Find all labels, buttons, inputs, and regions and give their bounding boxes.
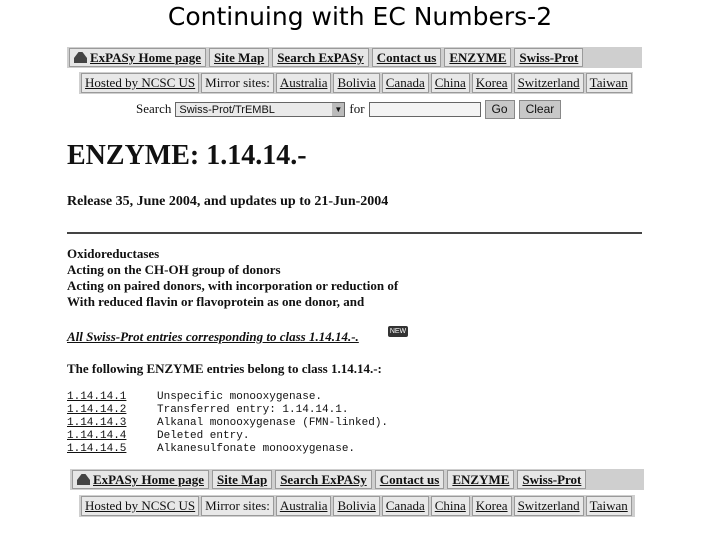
mirror-australia[interactable]: Australia bbox=[276, 73, 332, 93]
entries-heading: The following ENZYME entries belong to class 1.14.14.-: bbox=[67, 361, 382, 376]
mirror-taiwan[interactable]: Taiwan bbox=[586, 73, 632, 93]
entry-description: Alkanesulfonate monooxygenase. bbox=[157, 443, 356, 455]
mirror-bolivia[interactable]: Bolivia bbox=[333, 73, 379, 93]
entry-description: Deleted entry. bbox=[157, 430, 250, 442]
entry-code-link[interactable]: 1.14.14.5 bbox=[67, 443, 127, 455]
mirror-korea[interactable]: Korea bbox=[472, 73, 512, 93]
mirror-sites-label: Mirror sites: bbox=[201, 73, 274, 93]
home-icon bbox=[74, 52, 87, 63]
bottom-navbar bbox=[70, 469, 644, 490]
nav-search-expasy[interactable]: Search ExPASy bbox=[275, 470, 372, 489]
database-select-value: Swiss-Prot/TrEMBL bbox=[179, 103, 275, 116]
for-label: for bbox=[349, 101, 365, 116]
nav-enzyme[interactable]: ENZYME bbox=[444, 48, 511, 67]
hosted-by-link[interactable]: Hosted by NCSC US bbox=[81, 496, 199, 516]
list-item bbox=[67, 443, 388, 456]
entry-description: Unspecific monooxygenase. bbox=[157, 391, 323, 403]
nav-expasy-home[interactable] bbox=[72, 470, 209, 489]
class-line: Acting on the CH-OH group of donors bbox=[67, 262, 281, 277]
clear-button[interactable]: Clear bbox=[519, 100, 562, 119]
nav-contact-us[interactable]: Contact us bbox=[372, 48, 442, 67]
entry-code-link[interactable]: 1.14.14.4 bbox=[67, 430, 127, 442]
class-line: Acting on paired donors, with incorporation or reduction of bbox=[67, 278, 399, 293]
class-line: Oxidoreductases bbox=[67, 246, 160, 261]
nav-contact-us[interactable]: Contact us bbox=[375, 470, 445, 489]
list-item bbox=[67, 430, 388, 443]
mirror-switzerland[interactable]: Switzerland bbox=[514, 73, 584, 93]
nav-expasy-home-label: ExPASy Home page bbox=[90, 50, 201, 65]
entry-description: Alkanal monooxygenase (FMN-linked). bbox=[157, 417, 389, 429]
top-navbar bbox=[67, 47, 642, 68]
mirror-australia[interactable]: Australia bbox=[276, 496, 332, 516]
page-title: ENZYME: 1.14.14.- bbox=[67, 140, 307, 171]
bottom-mirror-bar bbox=[79, 495, 635, 517]
slide-title: Continuing with EC Numbers-2 bbox=[167, 2, 553, 31]
search-label: Search bbox=[136, 101, 172, 116]
nav-swiss-prot[interactable]: Swiss-Prot bbox=[514, 48, 583, 67]
mirror-korea[interactable]: Korea bbox=[472, 496, 512, 516]
mirror-canada[interactable]: Canada bbox=[382, 496, 429, 516]
entry-code-link[interactable]: 1.14.14.3 bbox=[67, 417, 127, 429]
list-item bbox=[67, 417, 388, 430]
nav-enzyme[interactable]: ENZYME bbox=[447, 470, 514, 489]
new-icon: NEW bbox=[389, 328, 407, 335]
search-input[interactable] bbox=[369, 102, 481, 117]
mirror-sites-label: Mirror sites: bbox=[201, 496, 274, 516]
hosted-by-link[interactable]: Hosted by NCSC US bbox=[81, 73, 199, 93]
nav-expasy-home-label: ExPASy Home page bbox=[93, 472, 204, 487]
go-button[interactable]: Go bbox=[485, 100, 515, 119]
mirror-taiwan[interactable]: Taiwan bbox=[586, 496, 632, 516]
mirror-china[interactable]: China bbox=[431, 73, 470, 93]
search-row bbox=[136, 99, 561, 119]
list-item bbox=[67, 391, 388, 404]
nav-site-map[interactable]: Site Map bbox=[212, 470, 272, 489]
swissprot-entries-link[interactable]: All Swiss-Prot entries corresponding to class 1.14.14.-. bbox=[67, 329, 359, 344]
entry-description: Transferred entry: 1.14.14.1. bbox=[157, 404, 349, 416]
release-info: Release 35, June 2004, and updates up to 21-Jun-2004 bbox=[67, 194, 389, 209]
list-item bbox=[67, 404, 388, 417]
top-mirror-bar bbox=[79, 72, 633, 94]
chevron-down-icon: ▼ bbox=[332, 103, 344, 116]
entry-list bbox=[67, 391, 388, 456]
mirror-canada[interactable]: Canada bbox=[382, 73, 429, 93]
divider bbox=[67, 232, 642, 234]
home-icon bbox=[77, 474, 90, 485]
entry-code-link[interactable]: 1.14.14.2 bbox=[67, 404, 127, 416]
class-description bbox=[67, 246, 398, 310]
nav-site-map[interactable]: Site Map bbox=[209, 48, 269, 67]
class-line: With reduced flavin or flavoprotein as one donor, and bbox=[67, 294, 365, 309]
nav-search-expasy[interactable]: Search ExPASy bbox=[272, 48, 369, 67]
entry-code-link[interactable]: 1.14.14.1 bbox=[67, 391, 127, 403]
database-select[interactable] bbox=[175, 102, 345, 117]
mirror-switzerland[interactable]: Switzerland bbox=[514, 496, 584, 516]
mirror-bolivia[interactable]: Bolivia bbox=[333, 496, 379, 516]
mirror-china[interactable]: China bbox=[431, 496, 470, 516]
nav-expasy-home[interactable] bbox=[69, 48, 206, 67]
nav-swiss-prot[interactable]: Swiss-Prot bbox=[517, 470, 586, 489]
